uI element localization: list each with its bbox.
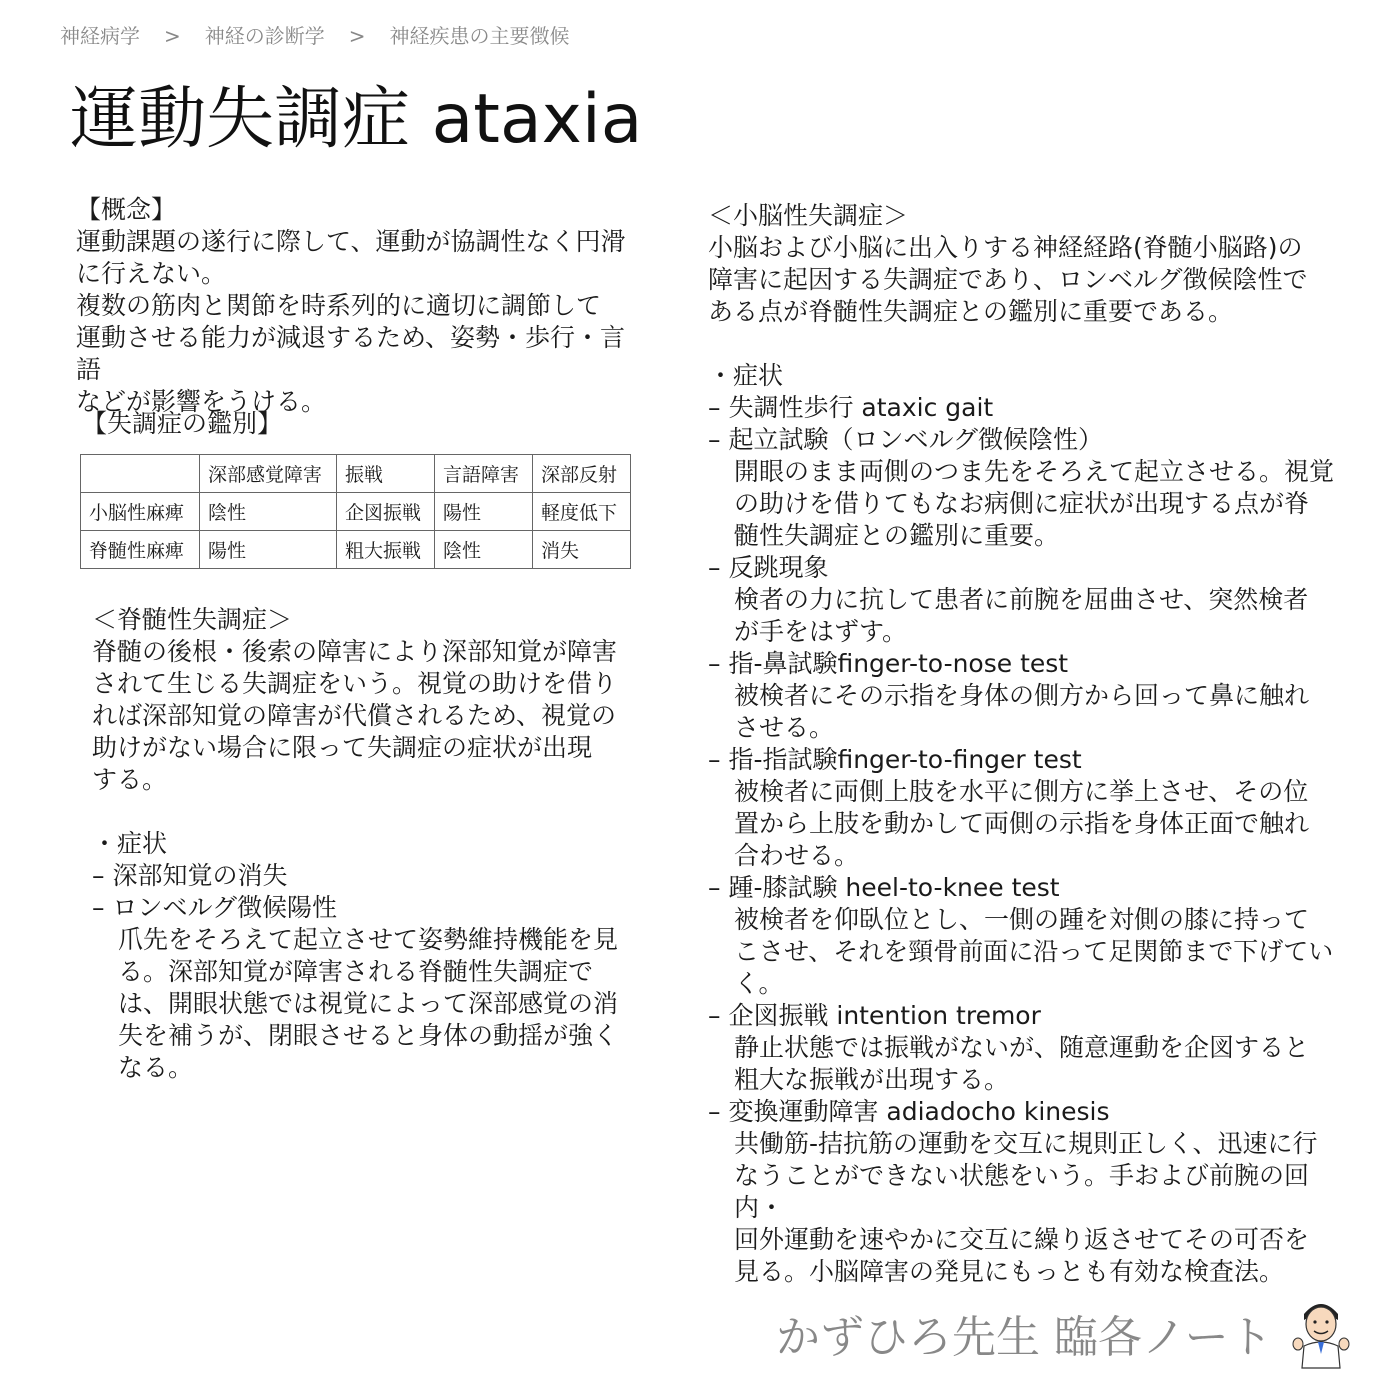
symptom-title: – ロンベルグ徴候陽性 xyxy=(92,893,337,922)
concept-heading: 【概念】 xyxy=(76,195,177,224)
breadcrumb-item-neurology[interactable]: 神経病学 xyxy=(60,24,140,48)
symptom-item xyxy=(708,552,1348,648)
breadcrumb-item-major-signs[interactable]: 神経疾患の主要徴候 xyxy=(389,24,570,48)
page-title: 運動失調症 ataxia xyxy=(70,80,643,159)
footer-brand: かずひろ先生 臨各ノート xyxy=(776,1312,1273,1363)
symptom-desc-line: 回外運動を速やかに交互に繰り返させてその可否を xyxy=(734,1225,1310,1254)
symptom-title: – 変換運動障害 adiadocho kinesis xyxy=(708,1097,1110,1126)
breadcrumb xyxy=(60,20,570,49)
table-cell: 陽性 xyxy=(435,493,533,531)
symptom-item xyxy=(708,424,1348,552)
symptom-title: – 深部知覚の消失 xyxy=(92,861,288,890)
cerebellar-line: 障害に起因する失調症であり、ロンベルグ徴候陰性で xyxy=(708,265,1308,294)
spinal-line: されて生じる失調症をいう。視覚の助けを借り xyxy=(92,669,618,698)
symptom-desc-line: の助けを借りてもなお病側に症状が出現する点が脊 xyxy=(734,489,1310,518)
table-cell: 陰性 xyxy=(435,531,533,569)
table-header-row xyxy=(81,455,631,493)
concept-line: 運動させる能力が減退するため、姿勢・歩行・言語 xyxy=(76,323,626,384)
concept-line: に行えない。 xyxy=(76,259,227,288)
symptom-desc-line: 見る。小脳障害の発見にもっとも有効な検査法。 xyxy=(734,1257,1285,1286)
table-header-cell xyxy=(81,455,200,493)
symptom-desc-line: 爪先をそろえて起立させて姿勢維持機能を見 xyxy=(118,925,619,954)
symptom-item xyxy=(708,1000,1348,1096)
symptom-title: – 反跳現象 xyxy=(708,553,829,582)
symptom-desc-line: 静止状態では振戦がないが、随意運動を企図すると xyxy=(734,1033,1310,1062)
table-row xyxy=(81,531,631,569)
table-header-cell: 深部感覚障害 xyxy=(200,455,337,493)
spinal-line: れば深部知覚の障害が代償されるため、視覚の xyxy=(92,701,617,730)
symptom-title: – 踵-膝試験 heel-to-knee test xyxy=(708,873,1060,902)
symptom-desc-line: 髄性失調症との鑑別に重要。 xyxy=(734,521,1060,550)
symptom-desc-line: 検者の力に抗して患者に前腕を屈曲させ、突然検者 xyxy=(734,585,1309,614)
symptom-desc-line: が手をはずす。 xyxy=(734,617,908,646)
table-row xyxy=(81,493,631,531)
symptom-desc-line: く。 xyxy=(734,969,784,998)
symptom-desc-line: なうことができない状態をいう。手および前腕の回内・ xyxy=(734,1161,1310,1222)
symptom-desc-line: 失を補うが、閉眼させると身体の動揺が強く xyxy=(118,1021,619,1050)
cerebellar-ataxia-section xyxy=(708,200,1348,1288)
symptom-item xyxy=(92,892,640,1084)
spinal-line: 脊髄の後根・後索の障害により深部知覚が障害 xyxy=(92,637,618,666)
table-cell: 陰性 xyxy=(200,493,337,531)
differential-table xyxy=(80,454,631,569)
table-cell: 脊髄性麻痺 xyxy=(81,531,200,569)
concept-line: などが影響をうける。 xyxy=(76,387,327,416)
breadcrumb-separator: > xyxy=(348,24,366,48)
symptom-desc-line: させる。 xyxy=(734,713,835,742)
breadcrumb-item-diagnostics[interactable]: 神経の診断学 xyxy=(204,24,325,48)
symptom-item xyxy=(708,872,1348,1000)
doctor-mascot-icon xyxy=(1290,1290,1352,1370)
symptom-desc-line: なる。 xyxy=(118,1053,194,1082)
table-cell: 陽性 xyxy=(200,531,337,569)
table-cell: 粗大振戦 xyxy=(337,531,435,569)
concept-line: 複数の筋肉と関節を時系列的に適切に調節して xyxy=(76,291,602,320)
symptom-desc-line: 合わせる。 xyxy=(734,841,860,870)
spinal-line: する。 xyxy=(92,765,168,794)
symptom-item xyxy=(708,648,1348,744)
spinal-heading: ＜脊髄性失調症＞ xyxy=(92,605,293,634)
symptom-title: – 企図振戦 intention tremor xyxy=(708,1001,1041,1030)
symptom-desc-line: る。深部知覚が障害される脊髄性失調症で xyxy=(118,957,594,986)
table-header-cell: 振戦 xyxy=(337,455,435,493)
table-cell: 消失 xyxy=(533,531,631,569)
spinal-symptoms-heading: ・症状 xyxy=(92,829,168,858)
symptom-desc-line: 被検者にその示指を身体の側方から回って鼻に触れ xyxy=(734,681,1310,710)
breadcrumb-separator: > xyxy=(164,24,181,48)
symptom-item xyxy=(92,860,640,892)
table-header-cell: 言語障害 xyxy=(435,455,533,493)
symptom-item xyxy=(708,392,1348,424)
symptom-title: – 指-指試験finger-to-finger test xyxy=(708,745,1082,774)
differential-heading: 【失調症の鑑別】 xyxy=(82,409,283,438)
table-cell: 企図振戦 xyxy=(337,493,435,531)
symptom-desc-line: は、開眼状態では視覚によって深部感覚の消 xyxy=(118,989,619,1018)
symptom-desc-line: 被検者に両側上肢を水平に側方に挙上させ、その位 xyxy=(734,777,1309,806)
symptom-desc-line: 粗大な振戦が出現する。 xyxy=(734,1065,1010,1094)
symptom-desc-line: 置から上肢を動かして両側の示指を身体正面で触れ xyxy=(734,809,1310,838)
concept-section xyxy=(76,194,646,418)
symptom-title: – 起立試験（ロンベルグ徴候陰性） xyxy=(708,425,1103,454)
concept-line: 運動課題の遂行に際して、運動が協調性なく円滑 xyxy=(76,227,626,256)
symptom-desc-line: 共働筋-拮抗筋の運動を交互に規則正しく、迅速に行 xyxy=(734,1129,1318,1158)
table-cell: 小脳性麻痺 xyxy=(81,493,200,531)
symptom-title: – 失調性歩行 ataxic gait xyxy=(708,393,994,422)
cerebellar-symptoms-heading: ・症状 xyxy=(708,361,784,390)
symptom-desc-line: こさせ、それを頸骨前面に沿って足関節まで下げてい xyxy=(734,937,1334,966)
spinal-line: 助けがない場合に限って失調症の症状が出現 xyxy=(92,733,593,762)
symptom-title: – 指-鼻試験finger-to-nose test xyxy=(708,649,1069,678)
table-cell: 軽度低下 xyxy=(533,493,631,531)
symptom-item xyxy=(708,744,1348,872)
cerebellar-heading: ＜小脳性失調症＞ xyxy=(708,201,909,230)
cerebellar-line: 小脳および小脳に出入りする神経経路(脊髄小脳路)の xyxy=(708,233,1303,262)
symptom-item xyxy=(708,1096,1348,1288)
symptom-desc-line: 開眼のまま両側のつま先をそろえて起立させる。視覚 xyxy=(734,457,1335,486)
cerebellar-line: ある点が脊髄性失調症との鑑別に重要である。 xyxy=(708,297,1234,326)
table-header-cell: 深部反射 xyxy=(533,455,631,493)
symptom-desc-line: 被検者を仰臥位とし、一側の踵を対側の膝に持って xyxy=(734,905,1310,934)
spinal-ataxia-section xyxy=(92,604,640,1084)
